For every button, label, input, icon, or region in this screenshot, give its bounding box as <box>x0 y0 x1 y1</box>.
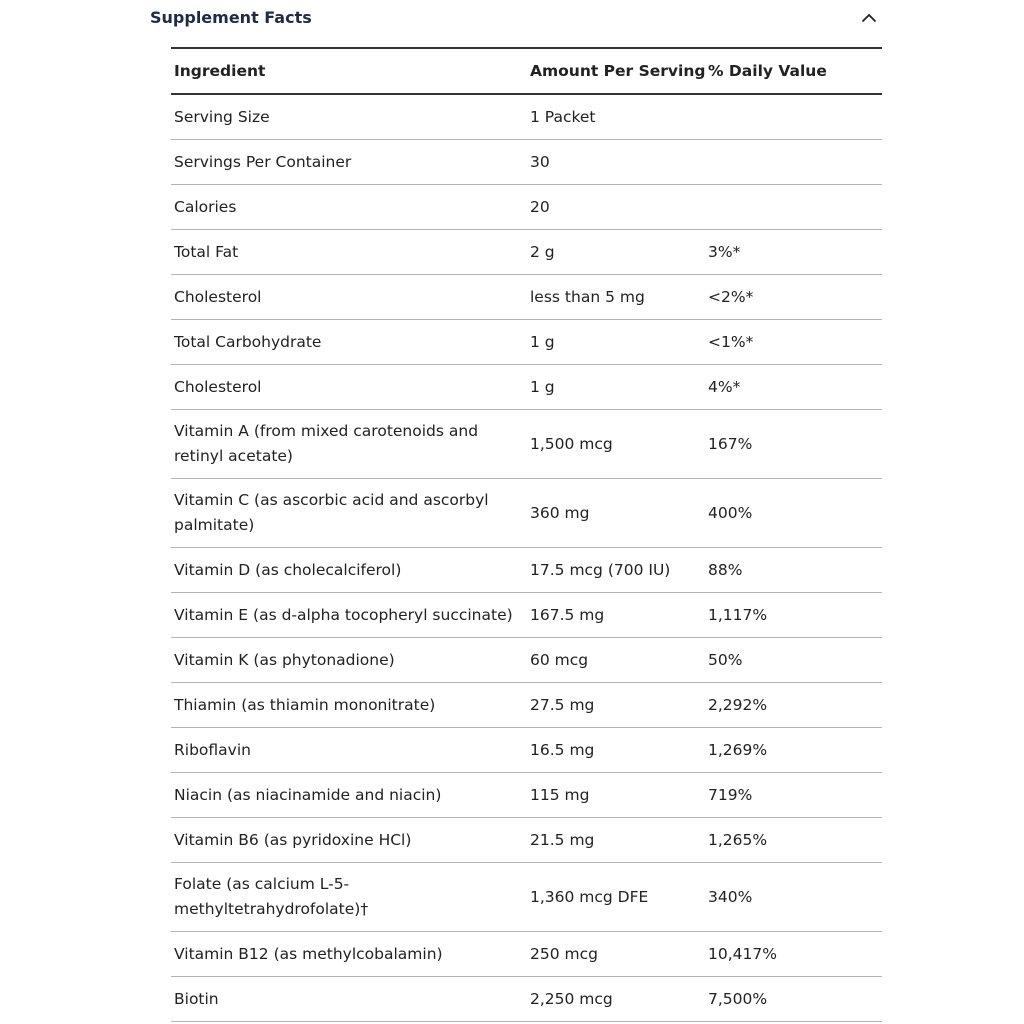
amount-cell: 360 mg <box>527 479 705 548</box>
amount-cell: 167.5 mg <box>527 593 705 638</box>
ingredient-cell: Calories <box>171 185 527 230</box>
table-header-row <box>171 48 882 94</box>
daily-value-cell: 400% <box>705 479 882 548</box>
daily-value-cell: 1,265% <box>705 818 882 863</box>
amount-cell: 1,360 mcg DFE <box>527 863 705 932</box>
header-daily-value: % Daily Value <box>705 48 882 94</box>
supplement-facts-header[interactable] <box>150 0 882 38</box>
amount-cell: 20 <box>527 185 705 230</box>
amount-cell: 60 mcg <box>527 638 705 683</box>
ingredient-cell: Vitamin D (as cholecalciferol) <box>171 548 527 593</box>
daily-value-cell: 340% <box>705 863 882 932</box>
daily-value-cell: 2,292% <box>705 683 882 728</box>
table-row <box>171 593 882 638</box>
ingredient-cell: Thiamin (as thiamin mononitrate) <box>171 683 527 728</box>
ingredient-cell: Vitamin B12 (as methylcobalamin) <box>171 932 527 977</box>
amount-cell: 2 g <box>527 230 705 275</box>
table-row <box>171 140 882 185</box>
table-row <box>171 728 882 773</box>
ingredient-cell: Total Carbohydrate <box>171 320 527 365</box>
daily-value-cell: 1,269% <box>705 728 882 773</box>
supplement-facts-table <box>171 47 882 1022</box>
daily-value-cell <box>705 94 882 140</box>
amount-cell: 21.5 mg <box>527 818 705 863</box>
table-row <box>171 365 882 410</box>
daily-value-cell: <1%* <box>705 320 882 365</box>
amount-cell: 2,250 mcg <box>527 977 705 1022</box>
daily-value-cell <box>705 185 882 230</box>
ingredient-cell: Riboflavin <box>171 728 527 773</box>
table-row <box>171 863 882 932</box>
table-row <box>171 548 882 593</box>
ingredient-cell: Vitamin C (as ascorbic acid and ascorbyl palmitate) <box>171 479 527 548</box>
table-row <box>171 230 882 275</box>
daily-value-cell: 719% <box>705 773 882 818</box>
daily-value-cell <box>705 140 882 185</box>
table-row <box>171 479 882 548</box>
daily-value-cell: 4%* <box>705 365 882 410</box>
ingredient-cell: Biotin <box>171 977 527 1022</box>
table-row <box>171 638 882 683</box>
amount-cell: 16.5 mg <box>527 728 705 773</box>
daily-value-cell: 50% <box>705 638 882 683</box>
ingredient-cell: Folate (as calcium L-5-methyltetrahydrofolate)† <box>171 863 527 932</box>
ingredient-cell: Cholesterol <box>171 275 527 320</box>
table-row <box>171 320 882 365</box>
ingredient-cell: Total Fat <box>171 230 527 275</box>
daily-value-cell: 3%* <box>705 230 882 275</box>
chevron-up-icon[interactable] <box>859 8 879 28</box>
ingredient-cell: Vitamin A (from mixed carotenoids and retinyl acetate) <box>171 410 527 479</box>
ingredient-cell: Vitamin K (as phytonadione) <box>171 638 527 683</box>
amount-cell: 1,500 mcg <box>527 410 705 479</box>
ingredient-cell: Vitamin E (as d-alpha tocopheryl succinate) <box>171 593 527 638</box>
table-row <box>171 683 882 728</box>
ingredient-cell: Servings Per Container <box>171 140 527 185</box>
daily-value-cell: 88% <box>705 548 882 593</box>
table-row <box>171 185 882 230</box>
daily-value-cell: 10,417% <box>705 932 882 977</box>
amount-cell: 27.5 mg <box>527 683 705 728</box>
amount-cell: 30 <box>527 140 705 185</box>
table-row <box>171 410 882 479</box>
amount-cell: 17.5 mcg (700 IU) <box>527 548 705 593</box>
ingredient-cell: Vitamin B6 (as pyridoxine HCl) <box>171 818 527 863</box>
ingredient-cell: Serving Size <box>171 94 527 140</box>
header-amount: Amount Per Serving <box>527 48 705 94</box>
table-row <box>171 773 882 818</box>
amount-cell: less than 5 mg <box>527 275 705 320</box>
amount-cell: 115 mg <box>527 773 705 818</box>
daily-value-cell: 1,117% <box>705 593 882 638</box>
table-row <box>171 977 882 1022</box>
ingredient-cell: Cholesterol <box>171 365 527 410</box>
daily-value-cell: 167% <box>705 410 882 479</box>
section-title: Supplement Facts <box>150 8 312 27</box>
daily-value-cell: 7,500% <box>705 977 882 1022</box>
daily-value-cell: <2%* <box>705 275 882 320</box>
header-ingredient: Ingredient <box>171 48 527 94</box>
table-row <box>171 932 882 977</box>
table-row <box>171 275 882 320</box>
amount-cell: 1 g <box>527 320 705 365</box>
amount-cell: 1 Packet <box>527 94 705 140</box>
amount-cell: 250 mcg <box>527 932 705 977</box>
amount-cell: 1 g <box>527 365 705 410</box>
table-row <box>171 94 882 140</box>
ingredient-cell: Niacin (as niacinamide and niacin) <box>171 773 527 818</box>
table-row <box>171 818 882 863</box>
